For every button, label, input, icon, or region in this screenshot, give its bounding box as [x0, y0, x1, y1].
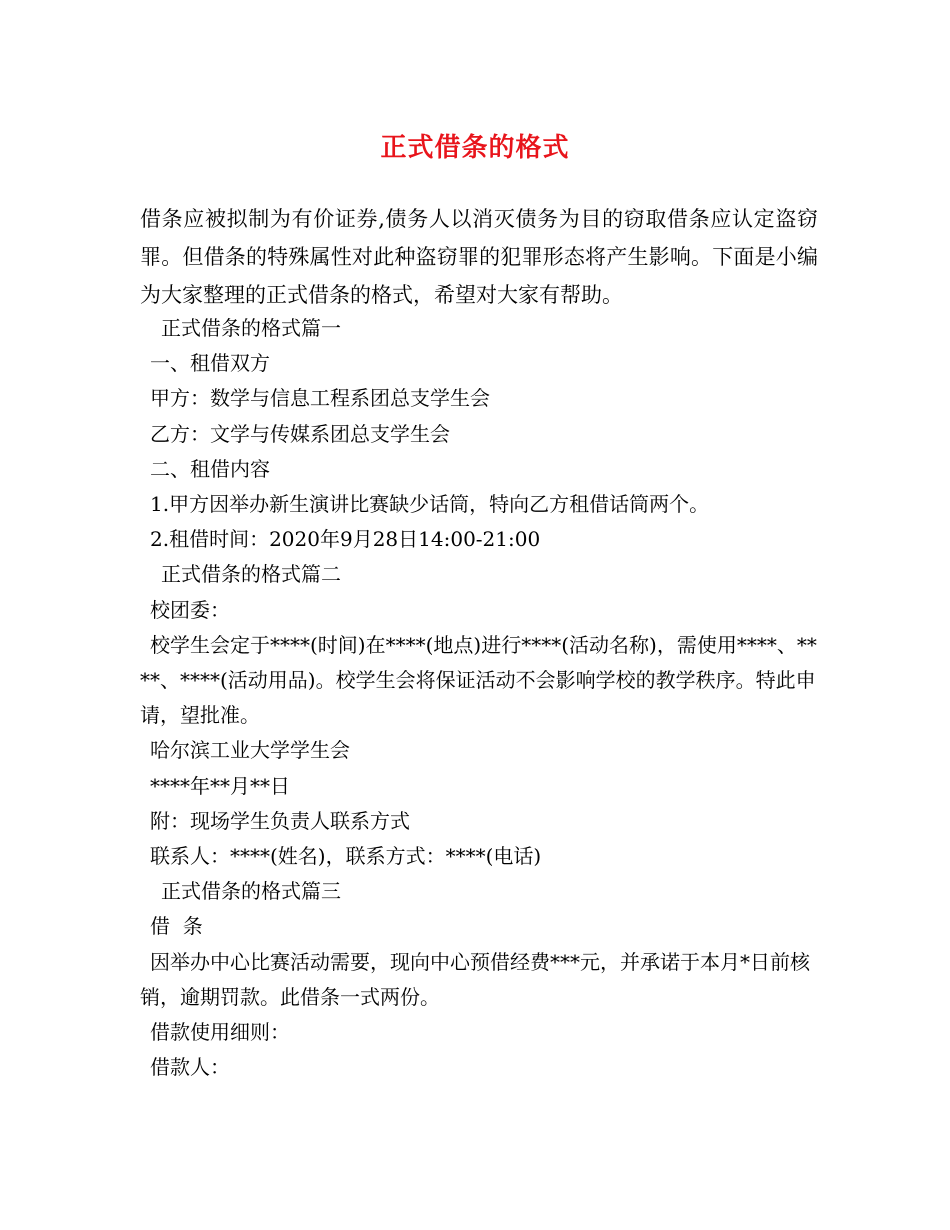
document-body [140, 311, 818, 1085]
section-heading-part1: 正式借条的格式篇一 [161, 316, 341, 340]
text-paragraph: 因举办中心比赛活动需要，现向中心预借经费***元，并承诺于本月*日前核销，逾期罚款。此借条一式两份。 [140, 949, 810, 1009]
text-line: 哈尔滨工业大学学生会 [150, 738, 350, 763]
section-heading-part2: 正式借条的格式篇二 [161, 562, 341, 587]
text-line: 借款使用细则： [150, 1020, 290, 1045]
text-line: 1.甲方因举办新生演讲比赛缺少话筒，特向乙方租借话筒两个。 [150, 492, 710, 517]
section-heading-part3: 正式借条的格式篇三 [161, 879, 341, 904]
text-line: 乙方：文学与传媒系团总支学生会 [150, 421, 450, 446]
text-line: 一、租借双方 [150, 351, 270, 376]
text-line: 借款人： [150, 1055, 230, 1080]
text-line: 联系人：****(姓名)，联系方式：****(电话) [150, 844, 542, 869]
document-title: 正式借条的格式 [380, 133, 570, 163]
text-line: 二、租借内容 [150, 456, 270, 481]
text-line: 附：现场学生负责人联系方式 [150, 808, 410, 833]
text-line: 2.租借时间：2020年9月28日14:00-21:00 [150, 527, 541, 552]
text-line: 校团委： [150, 597, 230, 622]
text-paragraph: 校学生会定于****(时间)在****(地点)进行****(活动名称)，需使用****、****、****(活动用品)。校学生会将保证活动不会影响学校的教学秩序。特此申请，望批准。 [140, 632, 817, 728]
text-line: 借 条 [150, 914, 203, 939]
intro-paragraph: 借条应被拟制为有价证券,债务人以消灭债务为目的窃取借条应认定盗窃罪。但借条的特殊属性对此种盗窃罪的犯罪形态将产生影响。下面是小编为大家整理的正式借条的格式，希望对大家有帮助。 [140, 207, 818, 307]
text-line: 甲方：数学与信息工程系团总支学生会 [150, 386, 490, 411]
text-line: ****年**月**日 [150, 773, 290, 798]
